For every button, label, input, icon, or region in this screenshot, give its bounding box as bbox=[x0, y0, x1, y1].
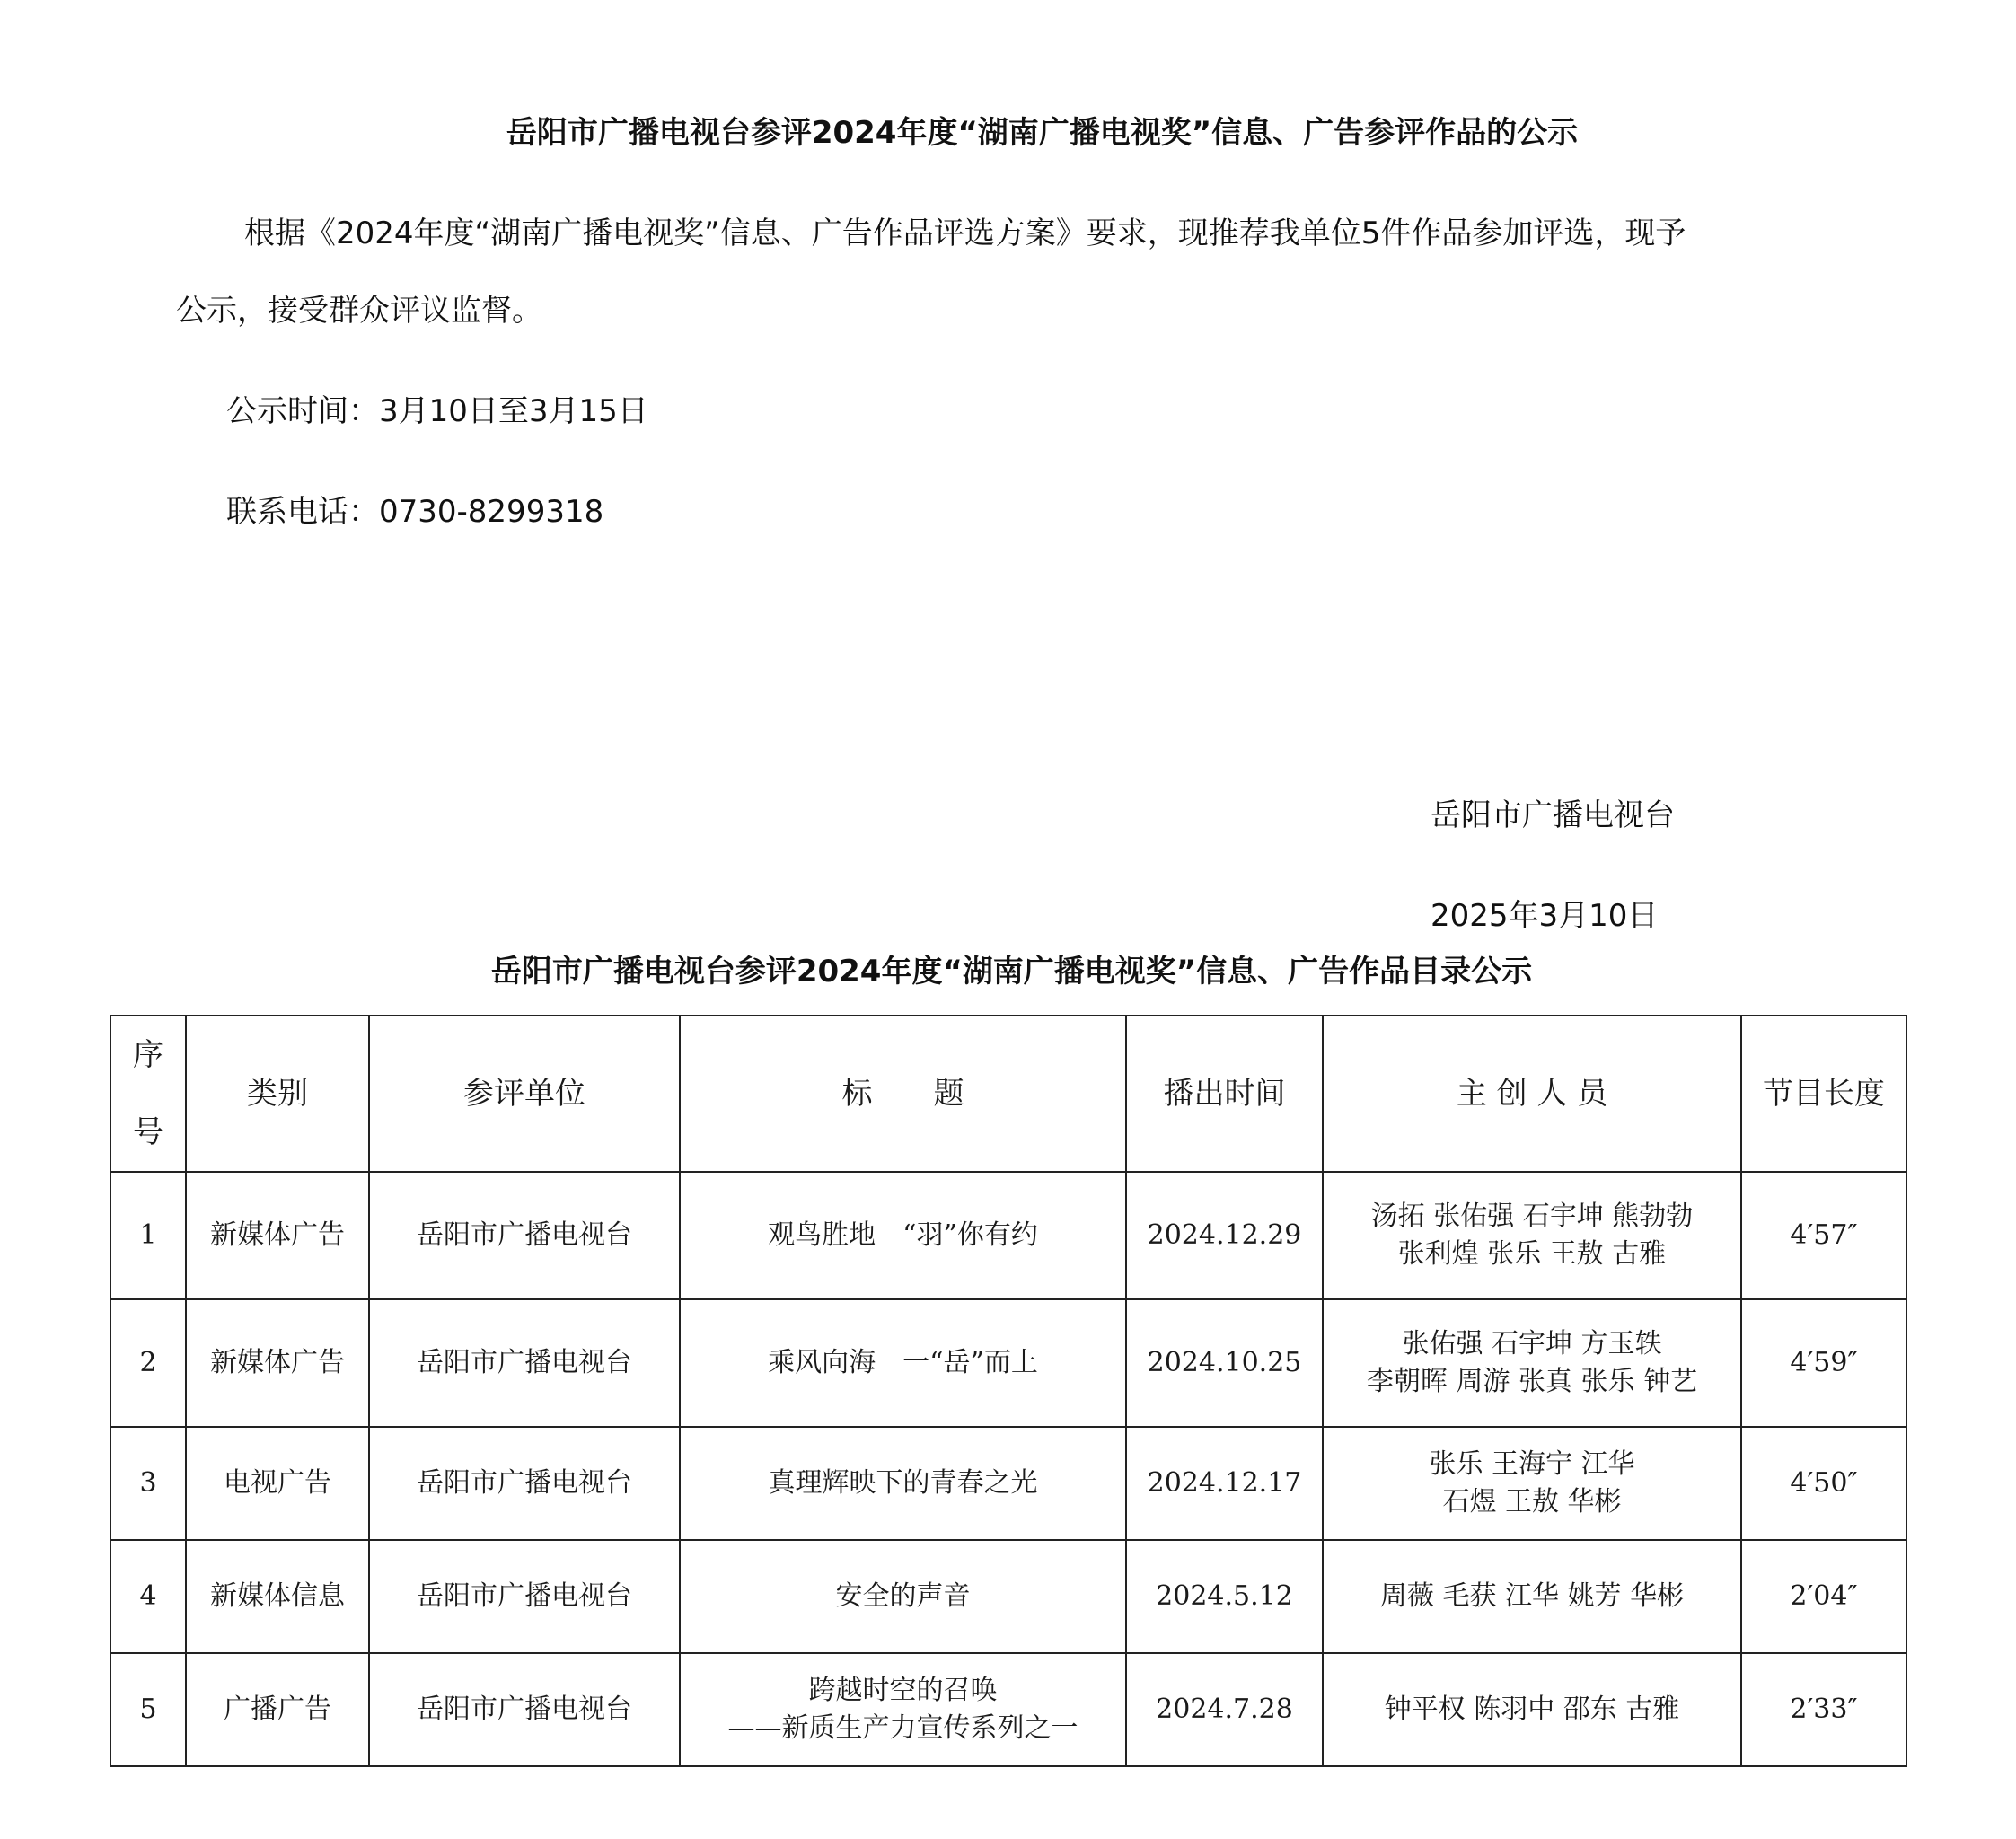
table-row bbox=[110, 1540, 1906, 1653]
cell-title bbox=[680, 1299, 1126, 1427]
table-row bbox=[110, 1172, 1906, 1299]
header-category: 类别 bbox=[186, 1016, 369, 1172]
table-row bbox=[110, 1299, 1906, 1427]
cell-category: 电视广告 bbox=[186, 1427, 369, 1540]
cell-title bbox=[680, 1427, 1126, 1540]
cell-no: 3 bbox=[110, 1427, 186, 1540]
cell-title-line: 安全的声音 bbox=[835, 1580, 971, 1612]
cell-air-date: 2024.12.29 bbox=[1126, 1172, 1323, 1299]
cell-title-line: ——新质生产力宣传系列之一 bbox=[727, 1712, 1078, 1744]
cell-no: 1 bbox=[110, 1172, 186, 1299]
cell-unit: 岳阳市广播电视台 bbox=[369, 1540, 680, 1653]
cell-title bbox=[680, 1653, 1126, 1766]
cell-length: 4′57″ bbox=[1741, 1172, 1906, 1299]
table-header-row bbox=[110, 1016, 1906, 1172]
cell-creators-line: 张利煌 张乐 王敖 古雅 bbox=[1397, 1238, 1667, 1270]
cell-category: 广播广告 bbox=[186, 1653, 369, 1766]
contact-phone: 联系电话：0730-8299318 bbox=[226, 494, 604, 530]
cell-length: 4′50″ bbox=[1741, 1427, 1906, 1540]
catalog-title: 岳阳市广播电视台参评2024年度“湖南广播电视奖”信息、广告作品目录公示 bbox=[490, 954, 1533, 990]
header-creators: 主 创 人 员 bbox=[1323, 1016, 1741, 1172]
cell-air-date: 2024.7.28 bbox=[1126, 1653, 1323, 1766]
cell-length: 2′04″ bbox=[1741, 1540, 1906, 1653]
header-no: 序号 bbox=[110, 1016, 186, 1172]
works-table bbox=[110, 1015, 1907, 1767]
cell-length: 2′33″ bbox=[1741, 1653, 1906, 1766]
signature-organization: 岳阳市广播电视台 bbox=[1431, 797, 1675, 833]
cell-creators bbox=[1323, 1172, 1741, 1299]
cell-title-line: 跨越时空的召唤 bbox=[808, 1675, 998, 1706]
cell-no: 2 bbox=[110, 1299, 186, 1427]
cell-creators-line: 周薇 毛获 江华 姚芳 华彬 bbox=[1379, 1580, 1685, 1612]
cell-unit: 岳阳市广播电视台 bbox=[369, 1172, 680, 1299]
cell-category: 新媒体广告 bbox=[186, 1172, 369, 1299]
cell-creators bbox=[1323, 1427, 1741, 1540]
cell-length: 4′59″ bbox=[1741, 1299, 1906, 1427]
cell-category: 新媒体信息 bbox=[186, 1540, 369, 1653]
cell-creators-line: 石煜 王敖 华彬 bbox=[1442, 1486, 1622, 1518]
header-unit: 参评单位 bbox=[369, 1016, 680, 1172]
cell-creators-line: 李朝晖 周游 张真 张乐 钟艺 bbox=[1366, 1366, 1698, 1397]
cell-title-line: 观鸟胜地 “羽”你有约 bbox=[768, 1219, 1038, 1251]
cell-category: 新媒体广告 bbox=[186, 1299, 369, 1427]
header-length: 节目长度 bbox=[1741, 1016, 1906, 1172]
cell-creators bbox=[1323, 1540, 1741, 1653]
cell-creators-line: 汤拓 张佑强 石宇坤 熊勃勃 bbox=[1370, 1201, 1694, 1232]
cell-creators-line: 张佑强 石宇坤 方玉轶 bbox=[1402, 1328, 1662, 1359]
cell-creators bbox=[1323, 1299, 1741, 1427]
cell-air-date: 2024.5.12 bbox=[1126, 1540, 1323, 1653]
cell-title-line: 乘风向海 一“岳”而上 bbox=[768, 1347, 1038, 1378]
table-row bbox=[110, 1653, 1906, 1766]
cell-air-date: 2024.12.17 bbox=[1126, 1427, 1323, 1540]
cell-unit: 岳阳市广播电视台 bbox=[369, 1427, 680, 1540]
cell-unit: 岳阳市广播电视台 bbox=[369, 1653, 680, 1766]
cell-creators bbox=[1323, 1653, 1741, 1766]
cell-creators-line: 张乐 王海宁 江华 bbox=[1429, 1448, 1635, 1480]
cell-no: 5 bbox=[110, 1653, 186, 1766]
header-air-date: 播出时间 bbox=[1126, 1016, 1323, 1172]
cell-creators-line: 钟平权 陈羽中 邵东 古雅 bbox=[1384, 1694, 1680, 1725]
cell-air-date: 2024.10.25 bbox=[1126, 1299, 1323, 1427]
cell-no: 4 bbox=[110, 1540, 186, 1653]
cell-title-line: 真理辉映下的青春之光 bbox=[768, 1467, 1038, 1499]
cell-title bbox=[680, 1172, 1126, 1299]
cell-unit: 岳阳市广播电视台 bbox=[369, 1299, 680, 1427]
notice-period: 公示时间：3月10日至3月15日 bbox=[226, 393, 648, 429]
signature-date: 2025年3月10日 bbox=[1431, 898, 1659, 934]
intro-paragraph-line-1: 根据《2024年度“湖南广播电视奖”信息、广告作品评选方案》要求，现推荐我单位5件作品参加评选，现予 bbox=[244, 216, 1686, 251]
cell-title bbox=[680, 1540, 1126, 1653]
notice-title: 岳阳市广播电视台参评2024年度“湖南广播电视奖”信息、广告参评作品的公示 bbox=[506, 115, 1579, 151]
table-row bbox=[110, 1427, 1906, 1540]
works-table-body bbox=[110, 1172, 1906, 1766]
header-title: 标 题 bbox=[680, 1016, 1126, 1172]
intro-paragraph-line-2: 公示，接受群众评议监督。 bbox=[176, 293, 542, 329]
